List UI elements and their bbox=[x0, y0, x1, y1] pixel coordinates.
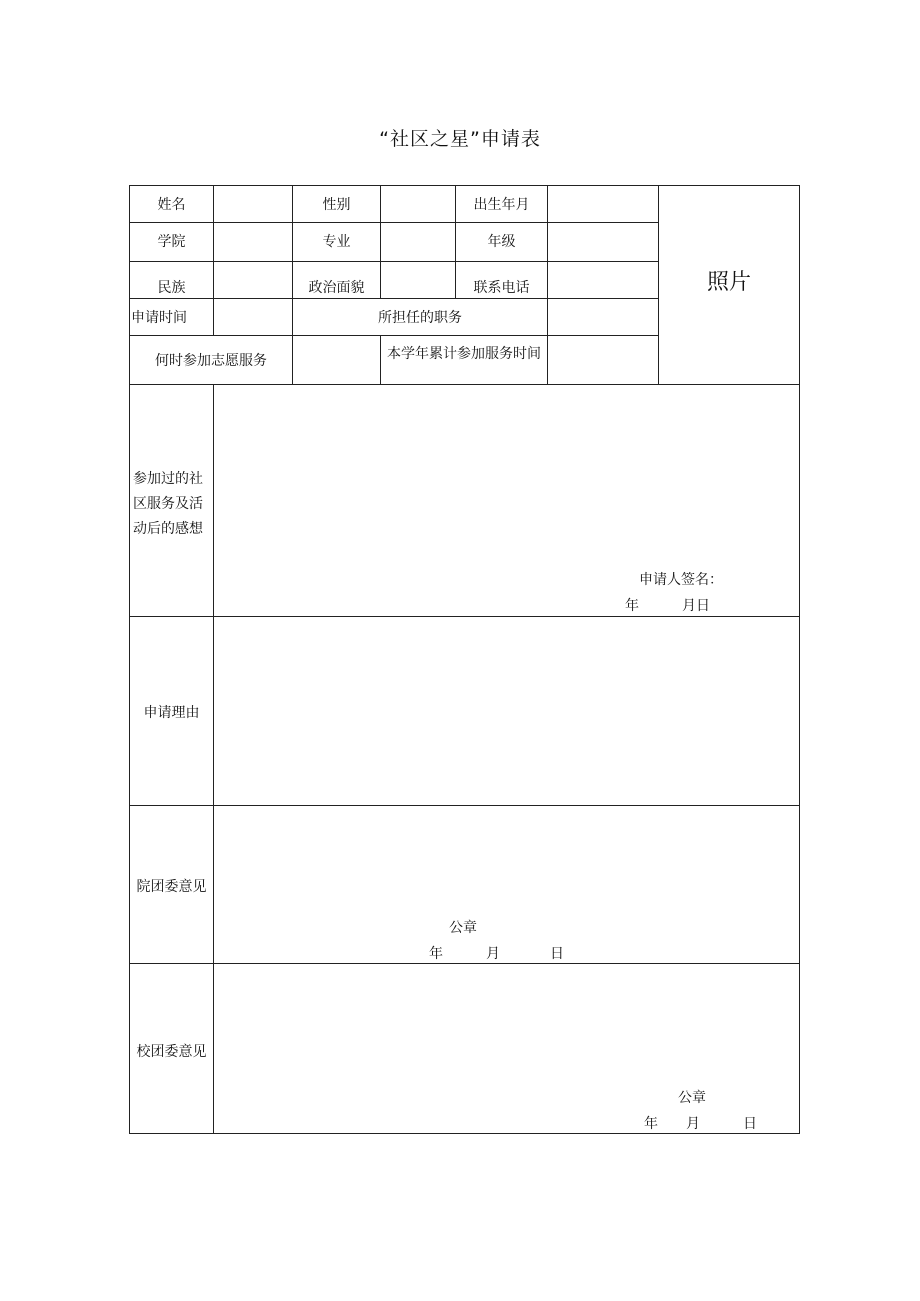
gender-label: 性别 bbox=[322, 197, 351, 213]
signature-label: 申请人签名： bbox=[639, 572, 723, 588]
total-hours-label: 本学年累计参加服务时间 bbox=[387, 346, 541, 362]
major-field[interactable] bbox=[381, 223, 455, 261]
gender-field[interactable] bbox=[381, 186, 455, 222]
total-hours-field[interactable] bbox=[548, 336, 658, 384]
reflection-date-month-day: 月日 bbox=[682, 598, 710, 614]
apply-time-field[interactable] bbox=[214, 299, 292, 335]
reason-textarea[interactable] bbox=[214, 617, 799, 805]
political-label: 政治面貌 bbox=[308, 280, 365, 296]
college-date-month: 月 bbox=[486, 946, 500, 962]
ethnicity-field[interactable] bbox=[214, 262, 292, 298]
table-border-right bbox=[799, 185, 800, 1134]
phone-label: 联系电话 bbox=[473, 280, 530, 296]
college-committee-label: 院团委意见 bbox=[136, 879, 207, 895]
position-label: 所担任的职务 bbox=[378, 310, 462, 326]
college-date-day: 日 bbox=[550, 946, 564, 962]
reason-label: 申请理由 bbox=[143, 705, 200, 721]
grade-field[interactable] bbox=[548, 223, 658, 261]
political-field[interactable] bbox=[381, 262, 455, 298]
college-label: 学院 bbox=[157, 234, 186, 250]
school-date-month: 月 bbox=[686, 1116, 700, 1132]
college-field[interactable] bbox=[214, 223, 292, 261]
school-date-day: 日 bbox=[743, 1116, 757, 1132]
college-seal: 公章 bbox=[449, 920, 477, 936]
grade-label: 年级 bbox=[487, 234, 516, 250]
phone-field[interactable] bbox=[548, 262, 658, 298]
total-hours-label-cell bbox=[381, 336, 547, 384]
apply-time-label: 申请时间 bbox=[131, 310, 187, 326]
name-label: 姓名 bbox=[157, 197, 186, 213]
school-seal: 公章 bbox=[678, 1090, 706, 1106]
birth-field[interactable] bbox=[548, 186, 658, 222]
college-committee-textarea[interactable] bbox=[214, 806, 799, 906]
reflection-label: 参加过的社区服务及活动后的感想 bbox=[133, 471, 203, 537]
reflection-date-year: 年 bbox=[625, 598, 639, 614]
school-committee-textarea[interactable] bbox=[214, 964, 799, 1079]
table-border-left bbox=[129, 185, 130, 1134]
form-title: “社区之星”申请表 bbox=[379, 128, 541, 150]
table-border-bottom bbox=[129, 1133, 800, 1134]
photo-label: 照片 bbox=[706, 270, 751, 295]
school-committee-label: 校团委意见 bbox=[136, 1044, 207, 1060]
college-date-year: 年 bbox=[429, 946, 443, 962]
ethnicity-label: 民族 bbox=[157, 280, 186, 296]
major-label: 专业 bbox=[322, 234, 351, 250]
volunteer-start-label: 何时参加志愿服务 bbox=[155, 353, 267, 369]
name-field[interactable] bbox=[214, 186, 292, 222]
position-field[interactable] bbox=[548, 299, 658, 335]
volunteer-start-field[interactable] bbox=[293, 336, 380, 384]
reflection-textarea[interactable] bbox=[214, 385, 799, 565]
birth-label: 出生年月 bbox=[473, 197, 530, 213]
school-date-year: 年 bbox=[644, 1116, 658, 1132]
